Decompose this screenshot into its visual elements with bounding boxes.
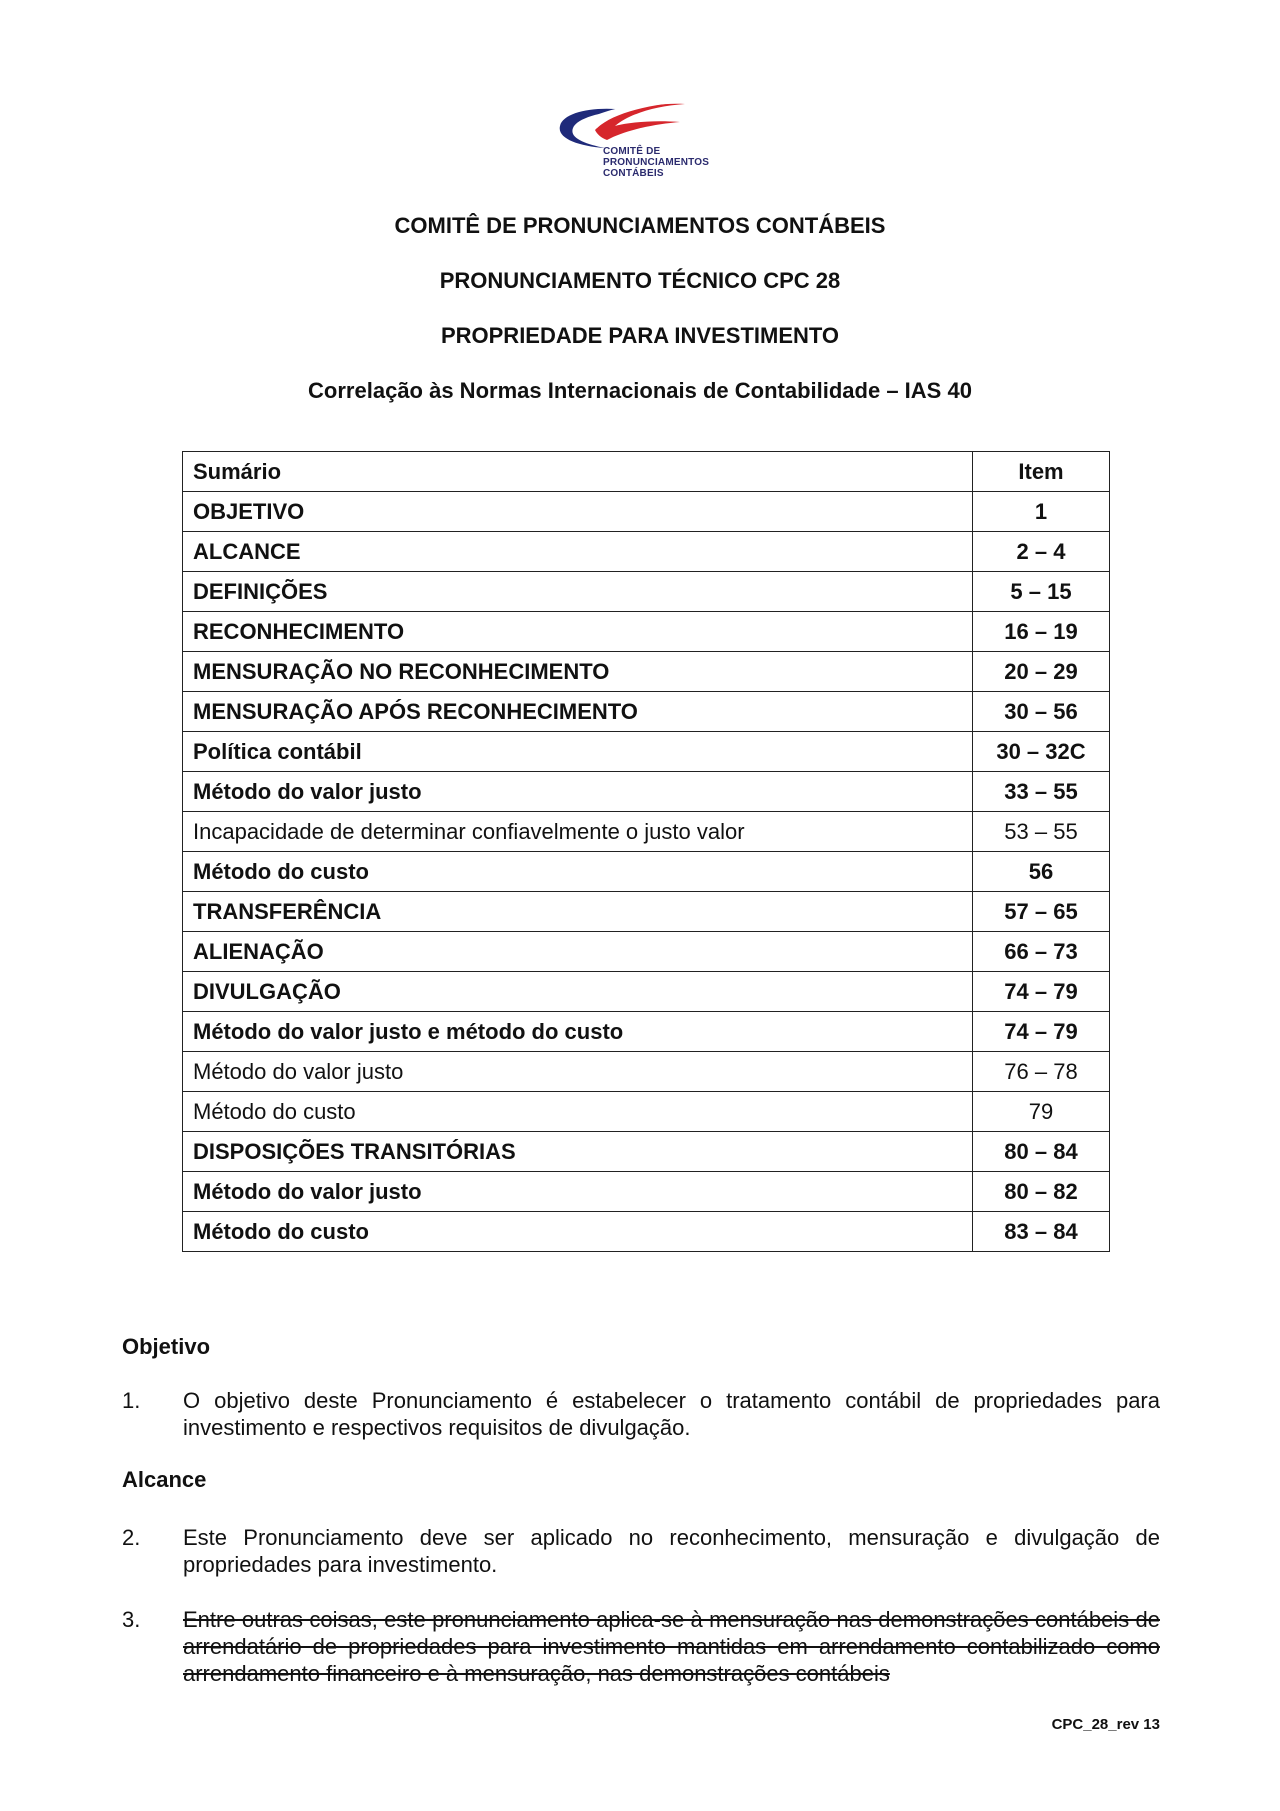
table-row: [183, 732, 1110, 772]
row-label: TRANSFERÊNCIA: [183, 892, 973, 932]
row-item: 74 – 79: [973, 972, 1110, 1012]
row-label: Método do valor justo e método do custo: [183, 1012, 973, 1052]
row-item: 80 – 82: [973, 1172, 1110, 1212]
footer-code: CPC_28_rev 13: [1051, 1716, 1160, 1733]
header-label: Sumário: [183, 452, 973, 492]
row-label: ALIENAÇÃO: [183, 932, 973, 972]
table-row: [183, 572, 1110, 612]
row-item: 56: [973, 852, 1110, 892]
row-label: DISPOSIÇÕES TRANSITÓRIAS: [183, 1132, 973, 1172]
table-row: [183, 852, 1110, 892]
row-item: 79: [973, 1092, 1110, 1132]
row-label: Método do custo: [183, 1092, 973, 1132]
org-heading: COMITÊ DE PRONUNCIAMENTOS CONTÁBEIS: [394, 213, 886, 238]
row-item: 57 – 65: [973, 892, 1110, 932]
row-item: 20 – 29: [973, 652, 1110, 692]
row-label: MENSURAÇÃO APÓS RECONHECIMENTO: [183, 692, 973, 732]
table-row: [183, 1092, 1110, 1132]
pronouncement-heading: PRONUNCIAMENTO TÉCNICO CPC 28: [439, 268, 841, 293]
row-item: 80 – 84: [973, 1132, 1110, 1172]
table-row: [183, 692, 1110, 732]
paragraph-3: [122, 1606, 1160, 1687]
row-label: Política contábil: [183, 732, 973, 772]
header-item: Item: [973, 452, 1110, 492]
correlation-heading: Correlação às Normas Internacionais de Contabilidade – IAS 40: [308, 378, 972, 403]
row-label: Método do valor justo: [183, 1172, 973, 1212]
paragraph-1: [122, 1387, 1160, 1441]
table-row: [183, 1172, 1110, 1212]
row-item: 33 – 55: [973, 772, 1110, 812]
table-row: [183, 1052, 1110, 1092]
row-item: 5 – 15: [973, 572, 1110, 612]
table-row: [183, 1212, 1110, 1252]
table-row: [183, 932, 1110, 972]
row-label: OBJETIVO: [183, 492, 973, 532]
table-header-row: [183, 452, 1110, 492]
section-title-objetivo: Objetivo: [122, 1334, 211, 1359]
table-row: [183, 612, 1110, 652]
paragraph-number: 2.: [122, 1525, 141, 1550]
table-row: [183, 812, 1110, 852]
row-item: 16 – 19: [973, 612, 1110, 652]
section-title-alcance: Alcance: [122, 1467, 207, 1492]
row-item: 30 – 32C: [973, 732, 1110, 772]
row-item: 53 – 55: [973, 812, 1110, 852]
table-row: [183, 892, 1110, 932]
row-item: 1: [973, 492, 1110, 532]
subject-heading: PROPRIEDADE PARA INVESTIMENTO: [440, 323, 840, 348]
paragraph-number: 3.: [122, 1607, 141, 1632]
row-label: Método do custo: [183, 852, 973, 892]
logo-wordmark: COMITÊ DE PRONUNCIAMENTOS CONTÁBEIS: [603, 146, 710, 179]
row-label: ALCANCE: [183, 532, 973, 572]
row-item: 76 – 78: [973, 1052, 1110, 1092]
summary-table: [182, 451, 1110, 1252]
paragraph-text-struck: Entre outras coisas, este pronunciamento aplica-se à mensuração nas demonstrações contábeis de arrendatário de propriedades para investimento mantidas em arrendamento contabilizado como arrendamento financeiro e à mensuração, nas demonstrações contábeis: [183, 1607, 1160, 1686]
row-label: Método do valor justo: [183, 1052, 973, 1092]
paragraph-2: [122, 1524, 1160, 1578]
row-label: DEFINIÇÕES: [183, 572, 973, 612]
row-label: Incapacidade de determinar confiavelmente o justo valor: [183, 812, 973, 852]
row-item: 66 – 73: [973, 932, 1110, 972]
paragraph-text: Este Pronunciamento deve ser aplicado no reconhecimento, mensuração e divulgação de propriedades para investimento.: [183, 1525, 1160, 1577]
paragraph-number: 1.: [122, 1388, 141, 1413]
row-label: DIVULGAÇÃO: [183, 972, 973, 1012]
table-row: [183, 532, 1110, 572]
row-label: RECONHECIMENTO: [183, 612, 973, 652]
row-label: Método do custo: [183, 1212, 973, 1252]
table-row: [183, 652, 1110, 692]
row-label: Método do valor justo: [183, 772, 973, 812]
table-row: [183, 492, 1110, 532]
table-row: [183, 972, 1110, 1012]
row-label: MENSURAÇÃO NO RECONHECIMENTO: [183, 652, 973, 692]
paragraph-text: O objetivo deste Pronunciamento é estabelecer o tratamento contábil de propriedades para investimento e respectivos requisitos de divulgação.: [183, 1388, 1160, 1440]
table-row: [183, 1132, 1110, 1172]
row-item: 2 – 4: [973, 532, 1110, 572]
row-item: 83 – 84: [973, 1212, 1110, 1252]
row-item: 30 – 56: [973, 692, 1110, 732]
row-item: 74 – 79: [973, 1012, 1110, 1052]
table-row: [183, 1012, 1110, 1052]
table-row: [183, 772, 1110, 812]
